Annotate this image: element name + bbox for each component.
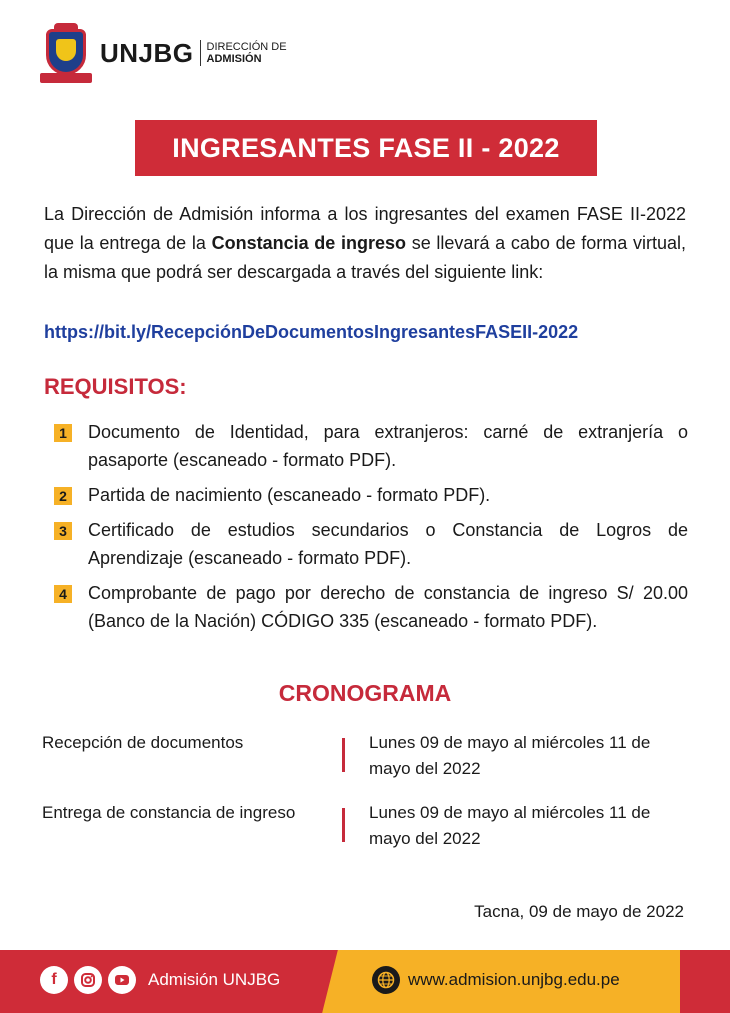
- instagram-icon[interactable]: [74, 966, 102, 994]
- cronograma-divider: [342, 808, 345, 842]
- cronograma-divider: [342, 738, 345, 772]
- university-crest-logo: [40, 23, 92, 83]
- requisito-number-badge: 2: [54, 487, 72, 505]
- brand-name: UNJBG: [100, 37, 194, 68]
- requisito-number-badge: 4: [54, 585, 72, 603]
- requisito-text: Documento de Identidad, para extranjeros: carné de extranjería o pasaporte (escaneado - formato PDF).: [88, 422, 688, 470]
- requisitos-list: [54, 418, 688, 642]
- document-date: Tacna, 09 de mayo de 2022: [474, 902, 684, 921]
- cronograma-value: Lunes 09 de mayo al miércoles 11 de mayo del 2022: [369, 803, 651, 848]
- cronograma-row: [42, 730, 688, 782]
- intro-bold: Constancia de ingreso: [211, 233, 407, 253]
- brand-divider: [200, 40, 201, 66]
- requisito-item: [54, 418, 688, 474]
- requisito-number-badge: 1: [54, 424, 72, 442]
- facebook-icon[interactable]: f: [40, 966, 68, 994]
- cronograma-title: CRONOGRAMA: [278, 680, 452, 706]
- header: [40, 22, 287, 84]
- intro-text-1: La Dirección de Admisión informa a los ingresantes del examen FASE II-2022 que la entrega de la: [44, 204, 686, 253]
- page-title: INGRESANTES FASE II - 2022: [135, 120, 597, 176]
- footer-red-edge: [680, 950, 730, 1013]
- globe-icon: [372, 966, 400, 994]
- brand-subtitle-line2: ADMISIÓN: [206, 53, 262, 65]
- requisito-item: [54, 579, 688, 635]
- cronograma-value: Lunes 09 de mayo al miércoles 11 de mayo del 2022: [369, 733, 651, 778]
- website-url[interactable]: www.admision.unjbg.edu.pe: [408, 970, 620, 989]
- requisito-item: [54, 516, 688, 572]
- requisitos-title: REQUISITOS:: [44, 374, 187, 399]
- cronograma-row: [42, 800, 688, 852]
- intro-text-2: se llevará a cabo de forma virtual, la misma que podrá ser descargada a través del siguiente link:: [44, 233, 687, 282]
- cronograma-label: Recepción de documentos: [42, 733, 244, 752]
- download-link[interactable]: https://bit.ly/RecepciónDeDocumentosIngresantesFASEII-2022: [44, 322, 579, 342]
- youtube-icon[interactable]: [108, 966, 136, 994]
- requisito-text: Comprobante de pago por derecho de constancia de ingreso S/ 20.00 (Banco de la Nación) CÓDIGO 335 (escaneado - formato PDF).: [88, 583, 688, 631]
- brand-subtitle-line1: DIRECCIÓN DE: [206, 41, 287, 53]
- requisito-text: Partida de nacimiento (escaneado - formato PDF).: [88, 485, 491, 505]
- requisito-number-badge: 3: [54, 522, 72, 540]
- requisito-text: Certificado de estudios secundarios o Constancia de Logros de Aprendizaje (escaneado - formato PDF).: [88, 520, 688, 568]
- footer: [0, 950, 730, 1013]
- requisito-item: [54, 481, 688, 509]
- social-links: [40, 966, 280, 994]
- brand-subtitle: [207, 41, 287, 65]
- social-label[interactable]: Admisión UNJBG: [148, 970, 281, 989]
- website-link[interactable]: [372, 966, 620, 994]
- intro-paragraph: [44, 200, 686, 287]
- cronograma-label: Entrega de constancia de ingreso: [42, 803, 296, 822]
